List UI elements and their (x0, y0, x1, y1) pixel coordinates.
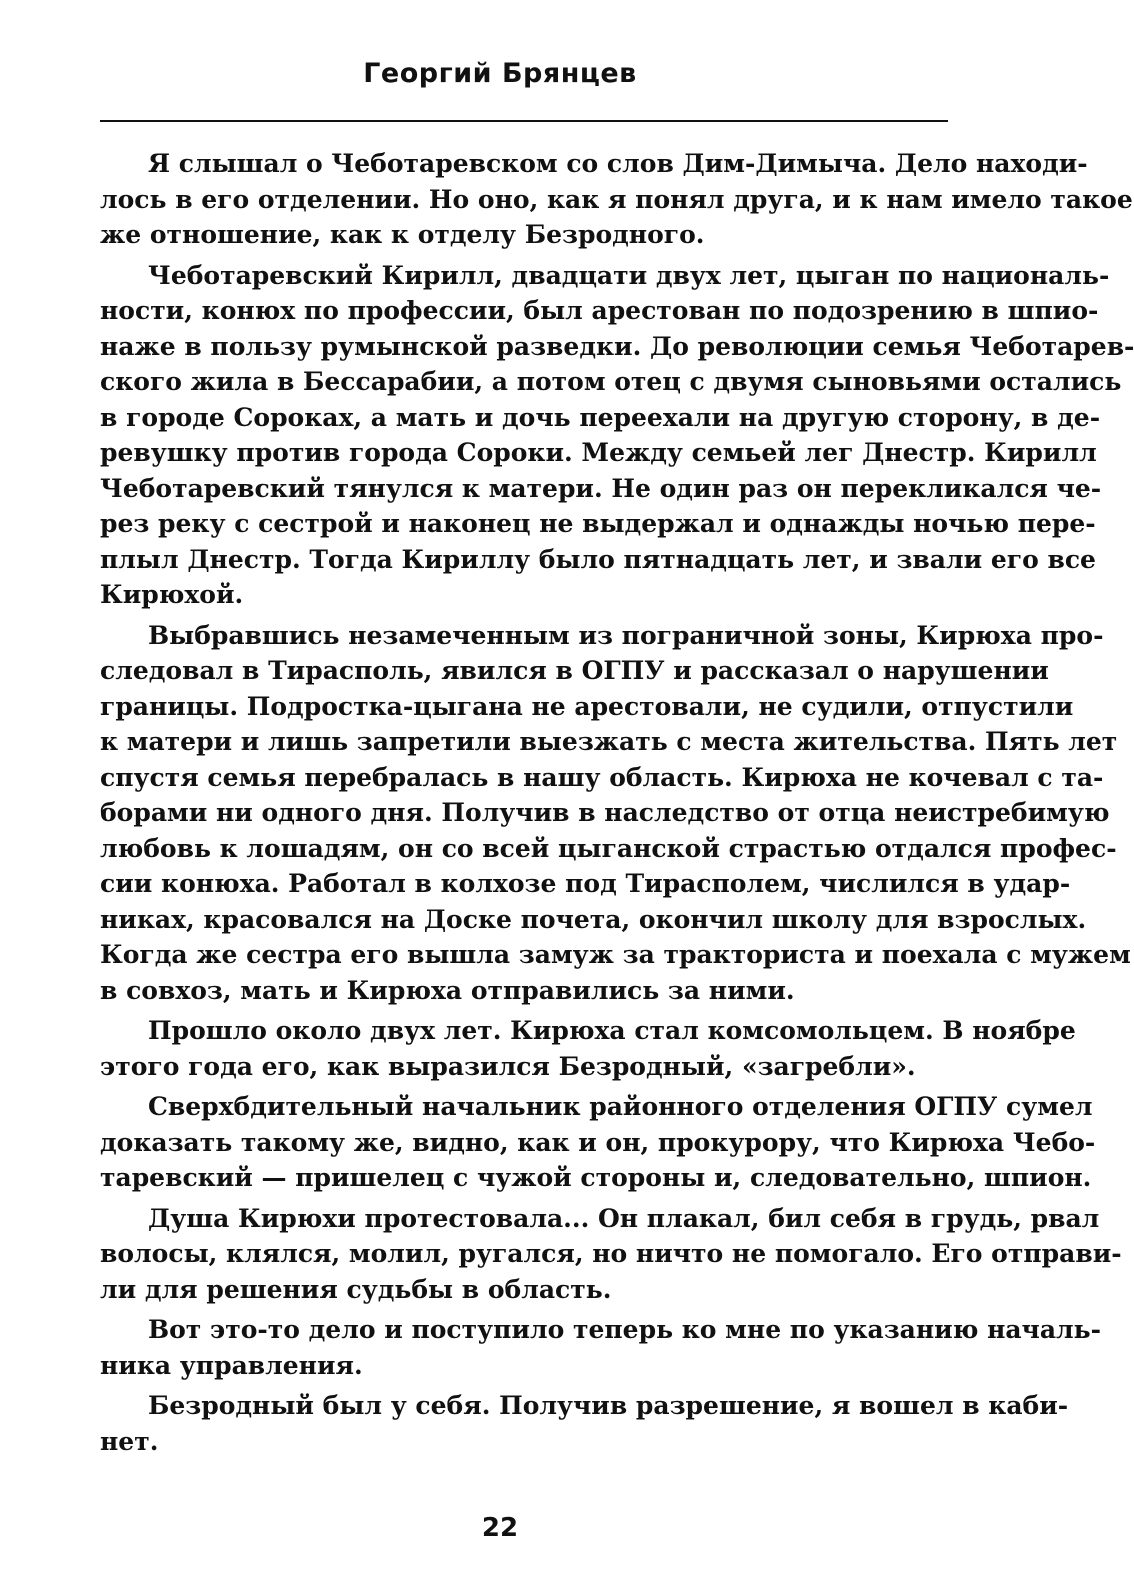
text-line: наже в пользу румынской разведки. До революции семья Чеботарев- (100, 331, 1134, 361)
text-line: таревский — пришелец с чужой стороны и, следовательно, шпион. (100, 1163, 1092, 1192)
paragraph (100, 1201, 1122, 1308)
text-line: волосы, клялся, молил, ругался, но ничто не помогало. Его отправи- (100, 1239, 1122, 1268)
text-line: Кирюхой. (100, 580, 244, 609)
text-line: нет. (100, 1426, 159, 1456)
paragraph (100, 618, 1131, 1009)
paragraph (100, 1013, 1076, 1084)
text-line: Я слышал о Чеботаревском со слов Дим-Димыча. Дело находи- (148, 149, 1088, 178)
paragraph (100, 1388, 1069, 1459)
header-rule (100, 120, 948, 122)
text-line: Прошло около двух лет. Кирюха стал комсомольцем. В ноябре (148, 1016, 1076, 1045)
paragraph (100, 258, 1134, 613)
text-line: Когда же сестра его вышла замуж за тракториста и поехала с мужем (100, 940, 1131, 969)
text-line: борами ни одного дня. Получив в наследство от отца неистребимую (100, 798, 1110, 827)
text-line: Душа Кирюхи протестовала... Он плакал, бил себя в грудь, рвал (148, 1203, 1100, 1233)
text-line: ревушку против города Сороки. Между семьей лег Днестр. Кирилл (100, 438, 1097, 467)
text-line: доказать такому же, видно, как и он, прокурору, что Кирюха Чебо- (100, 1127, 1096, 1157)
body-text (100, 146, 1134, 1464)
paragraph (100, 1089, 1096, 1196)
running-header: Георгий Брянцев (363, 58, 637, 89)
text-line: же отношение, как к отделу Безродного. (100, 220, 705, 249)
paragraph (100, 146, 1133, 253)
text-line: ности, конюх по профессии, был арестован по подозрению в шпио- (100, 296, 1099, 325)
text-line: Безродный был у себя. Получив разрешение, я вошел в каби- (148, 1391, 1069, 1420)
text-line: сии конюха. Работал в колхозе под Тирасполем, числился в удар- (100, 869, 1071, 898)
text-line: рез реку с сестрой и наконец не выдержал и однажды ночью пере- (100, 509, 1096, 538)
text-line: лось в его отделении. Но оно, как я понял друга, и к нам имело такое (100, 184, 1133, 214)
paragraph (100, 1312, 1102, 1383)
text-line: никах, красовался на Доске почета, окончил школу для взрослых. (100, 904, 1087, 934)
text-line: Сверхбдительный начальник районного отделения ОГПУ сумел (148, 1092, 1093, 1121)
text-line: в совхоз, мать и Кирюха отправились за ними. (100, 975, 795, 1005)
text-line: границы. Подростка-цыгана не арестовали, не судили, отпустили (100, 691, 1074, 721)
text-line: любовь к лошадям, он со всей цыганской страстью отдался профес- (100, 833, 1117, 863)
text-line: ского жила в Бессарабии, а потом отец с двумя сыновьями остались (100, 367, 1122, 396)
text-line: ли для решения судьбы в область. (100, 1274, 612, 1304)
text-line: Вот это-то дело и поступило теперь ко мне по указанию началь- (148, 1315, 1102, 1344)
text-line: спустя семья перебралась в нашу область. Кирюха не кочевал с та- (100, 762, 1104, 792)
text-line: следовал в Тирасполь, явился в ОГПУ и рассказал о нарушении (100, 656, 1049, 685)
text-line: Чеботаревский тянулся к матери. Не один раз он перекликался че- (100, 473, 1102, 503)
page-number: 22 (481, 1513, 519, 1543)
text-line: плыл Днестр. Тогда Кириллу было пятнадцать лет, и звали его все (100, 544, 1096, 574)
text-line: Чеботаревский Кирилл, двадцати двух лет, цыган по националь- (148, 260, 1110, 290)
text-line: этого года его, как выразился Безродный, «загребли». (100, 1051, 916, 1081)
text-line: в городе Сороках, а мать и дочь переехали на другую сторону, в де- (100, 402, 1101, 432)
text-line: к матери и лишь запретили выезжать с места жительства. Пять лет (100, 727, 1118, 756)
text-line: Выбравшись незамеченным из пограничной зоны, Кирюха про- (148, 620, 1104, 650)
text-line: ника управления. (100, 1350, 363, 1380)
